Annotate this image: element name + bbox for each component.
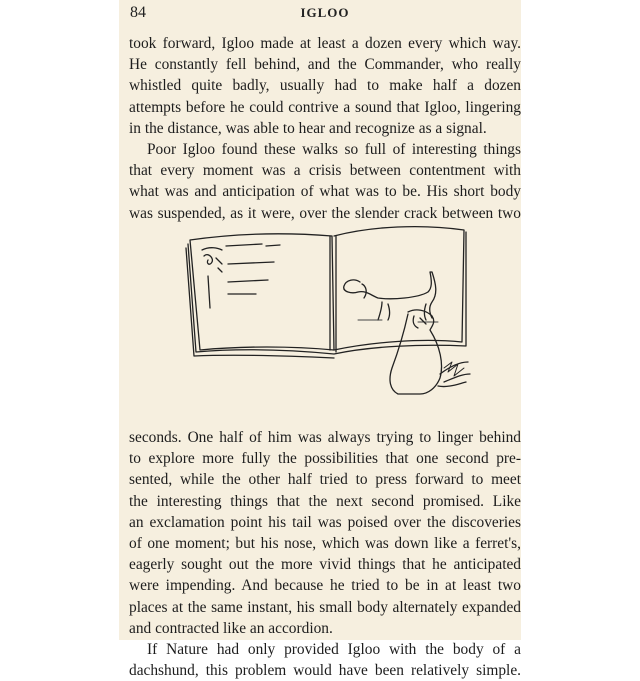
text-line: attempts before he could contrive a sound that Igloo, lingering [129,98,521,116]
text-line: seconds. One half of him was always trying to linger behind [129,429,521,446]
text-line: in the distance, was able to hear and recognize as a signal. [129,119,487,137]
text-line: that every moment was a crisis between contentment with [129,162,521,180]
dachshund-drawing [344,272,436,320]
book-left-page [190,234,334,350]
text-line: whistled quite badly, usually had to make half a dozen [129,77,521,95]
text-line: eagerly sought out the more vivid things that he anticipated [129,556,521,574]
text-block-bottom [129,427,521,681]
text-line: places at the same instant, his small body alternately expanded [129,598,521,616]
text-line: Poor Igloo found these walks so full of interesting things [147,141,521,159]
text-line: of one moment; but his nose, which was down like a ferret's, [129,535,521,553]
text-line: an exclamation point his tail was poised over the discoveries [129,513,521,531]
text-line: and contracted like an accordion. [129,619,333,637]
text-line: sented, while the other half tried to press forward to meet [129,471,521,489]
text-line: dachshund, this problem would have been relatively simple. [129,662,521,680]
page-number: 84 [130,4,146,21]
text-line: were impending. And because he tried to be in at least two [129,577,521,595]
dog-and-book-illustration [182,212,472,402]
text-line: to explore more fully the possibilities that one second pre- [129,450,521,468]
text-line: what was and anticipation of what was to be. His short body [129,183,521,201]
text-line: He constantly fell behind, and the Commander, who really [129,56,521,74]
book-right-page [334,227,464,350]
running-head: IGLOO [300,5,350,20]
sitting-dog-drawing [390,310,442,394]
text-line: was suspended, as it were, over the slender crack between two [129,204,521,222]
text-line: If Nature had only provided Igloo with the body of a [147,641,521,659]
page-header [130,4,520,24]
text-line: the interesting things that the next second promised. Like [129,492,521,510]
text-block-top [129,33,521,224]
text-line: took forward, Igloo made at least a dozen every which way. [129,35,521,52]
